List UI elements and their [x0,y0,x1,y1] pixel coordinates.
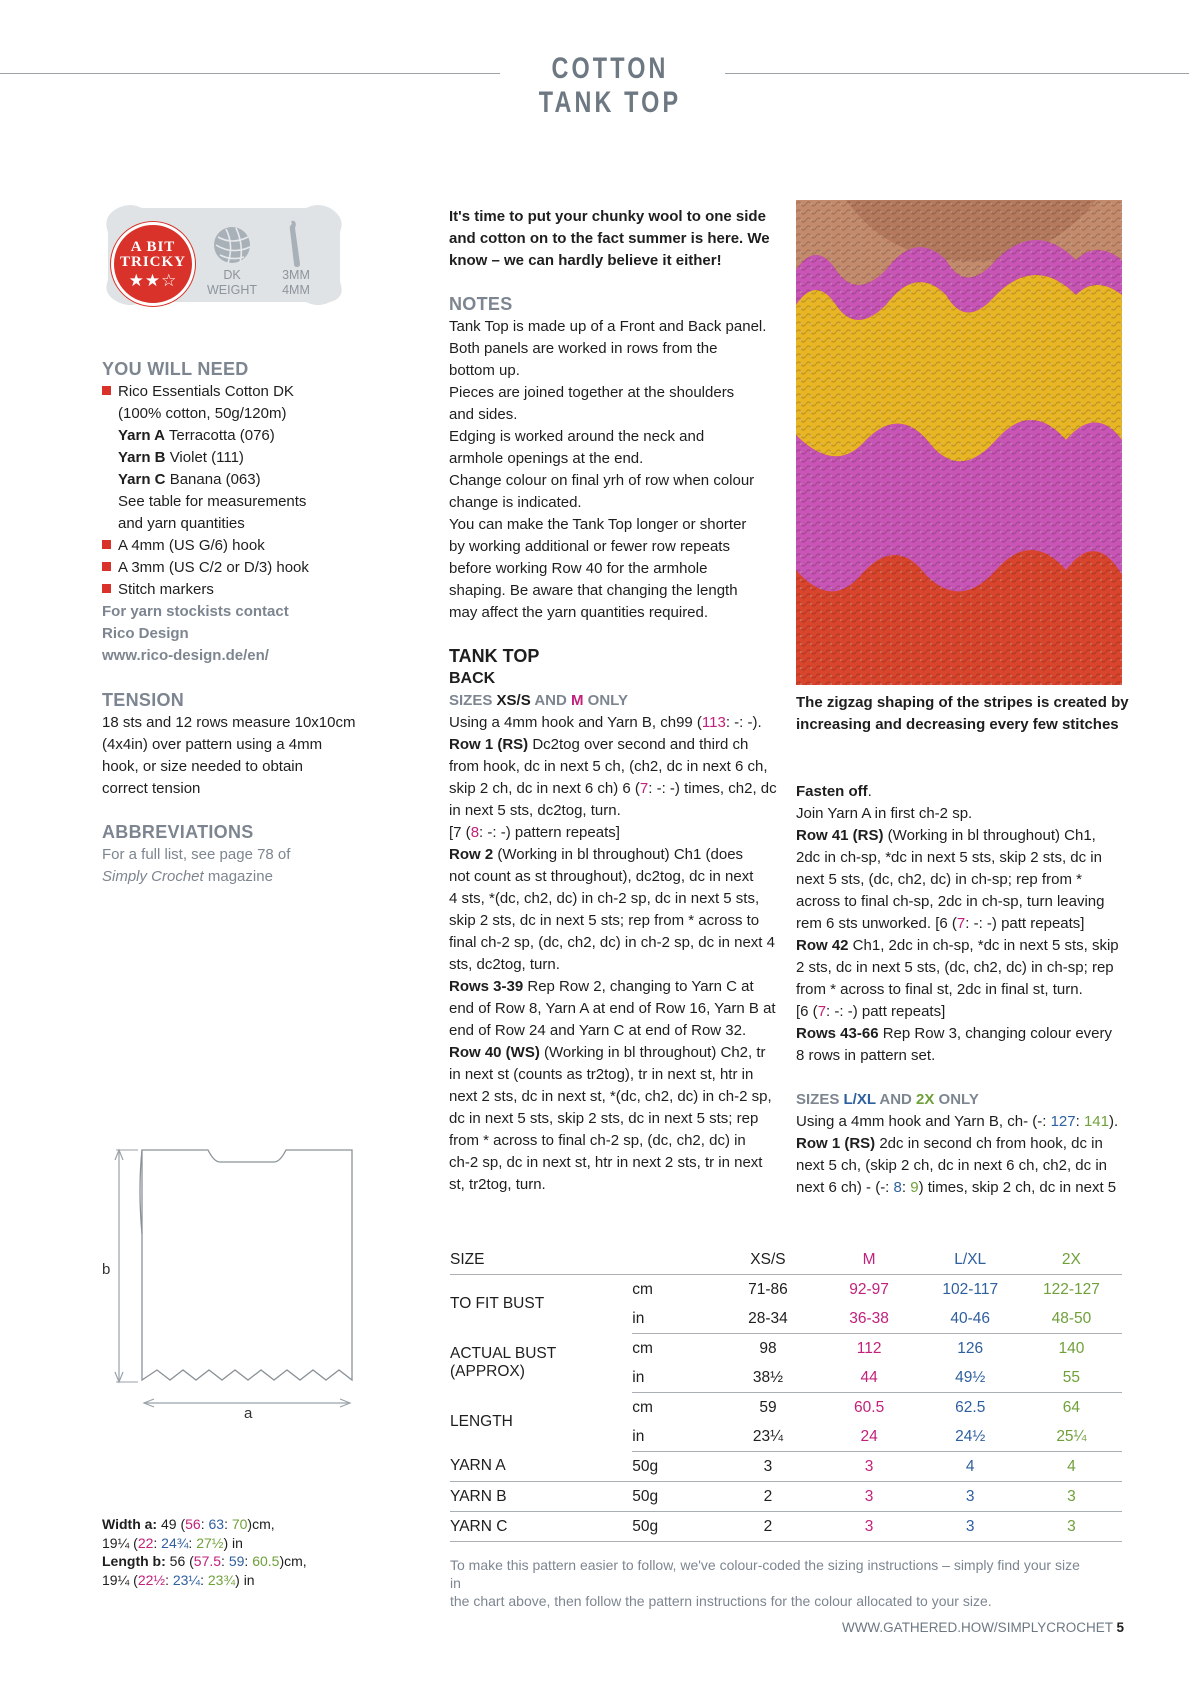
table-note-line: See table for measurements [118,493,307,510]
footnote-line: the chart above, then follow the pattern instructions for the colour allocated to your size. [450,1593,992,1609]
sizes-xs: XS/S [496,692,531,709]
length-xs: 56 [169,1553,186,1569]
row-label-bust: TO FIT BUST [450,1295,545,1313]
length-label: Length b: [102,1553,166,1569]
pattern-line: in next 5 sts, dc2tog, turn. [449,802,621,819]
header-rule-left [0,73,500,74]
width-cm-line: Width a: 49 (56: 63: 70)cm, [102,1516,275,1532]
text-run: (Working in bl throughout) Ch2, tr [539,1044,766,1061]
yarn-b-line [102,447,372,469]
caption-line: The zigzag shaping of the stripes is created by [796,694,1129,711]
length-in-l: 23¼ [172,1571,201,1588]
table-footnote [450,1556,1090,1610]
intro-paragraph [449,206,779,272]
unit-cell: cm [632,1398,653,1416]
table-cell: 2 [717,1482,818,1512]
unit-cell: in [632,1363,717,1393]
yarn-ball-icon [212,225,252,265]
text-run: skip 2 ch, dc in next 6 ch) 6 ( [449,780,640,797]
pattern-line: next 5 ch, (skip 2 ch, dc in next 6 ch, ch2, dc in [796,1157,1107,1174]
unit-cell: in [632,1304,717,1334]
pattern-line: 2dc in ch-sp, *dc in next 5 sts, skip 2 sts, dc in [796,849,1102,866]
row-label: Rows 3-39 [449,978,524,995]
row-label-yarn-a: YARN A [450,1452,632,1482]
list-item [102,535,372,557]
row-label: Row 2 [449,846,494,863]
table-cell: 112 [856,1339,882,1357]
table-cell: 102-117 [942,1280,999,1298]
table-cell: 38½ [717,1363,818,1393]
table-cell: 23¼ [717,1422,818,1452]
tension-heading: TENSION [102,690,185,710]
unit-cell: 50g [632,1482,717,1512]
footnote-line: To make this pattern easier to follow, we've colour-coded the sizing instructions – simply find your size in [450,1557,1080,1591]
abbreviations-section [102,820,372,888]
note-line: Pieces are joined together at the shoulders [449,384,735,401]
note-line: and sides. [449,406,518,423]
header-rule-right [725,73,1189,74]
yarn-c-value: Banana (063) [169,471,261,488]
abbreviations-heading: ABBREVIATIONS [102,822,254,842]
length-unit: cm, [284,1553,307,1569]
table-header-row [450,1245,1122,1275]
magazine-name: Simply Crochet [102,868,204,885]
product-photo [796,200,1122,685]
list-item-text: A 3mm (US C/2 or D/3) hook [118,559,309,576]
row-label: Rows 43-66 [796,1025,879,1042]
text-run: 2dc in second ch from hook, dc in [875,1135,1103,1152]
size-l-value: 127 [1050,1113,1076,1130]
pattern-line: sts, dc2tog, turn. [449,956,560,973]
page-title: COTTON TANK TOP [538,52,682,119]
pattern-line: not count as st throughout), dc2tog, dc in next [449,868,754,885]
size-m-value: 7 [817,1003,827,1020]
difficulty-rating-badge [111,222,195,306]
bullet-square-icon [102,386,111,395]
note-line: You can make the Tank Top longer or shorter [449,516,747,533]
text-run: : [1075,1113,1084,1130]
text-run: rem 6 sts unworked. [6 ( [796,915,957,932]
row-label: Row 1 (RS) [796,1135,876,1152]
bullet-square-icon [102,584,111,593]
garment-diagram [90,1140,370,1420]
pattern-line: dc in next 5 sts, skip 2 sts, dc in next 5 sts; rep [449,1110,759,1127]
table-cell: 62.5 [955,1398,986,1416]
yarn-a-line [102,425,372,447]
row-label-actual-bust [450,1334,632,1393]
width-in-xs: 19¼ [102,1534,130,1551]
fasten-off-line [796,781,1131,803]
length-l: 59 [228,1553,245,1569]
tension-line: correct tension [102,780,201,797]
table-cell: 3 [1021,1512,1122,1542]
row-label-line: ACTUAL BUST [450,1345,557,1362]
pattern-line [796,935,1131,957]
tension-line: hook, or size needed to obtain [102,758,303,775]
tension-line: (4x4in) over pattern using a 4mm [102,736,323,753]
table-cell: 48-50 [1021,1304,1122,1334]
text-run: Rep Row 2, changing to Yarn C at [523,978,754,995]
diagram-label-a: a [244,1405,253,1420]
intro-line: know – we can hardly believe it either! [449,252,722,269]
table-row [450,1452,1122,1482]
pattern-line: next 2 sts, dc in next st, *(dc, ch2, dc) in ch-2 sp, [449,1088,772,1105]
text-run: [7 ( [449,824,471,841]
pattern-line [449,822,784,844]
diagram-label-b: b [102,1261,111,1278]
yarn-b-value: Violet (111) [169,449,244,466]
text-run: ). [1108,1113,1119,1130]
page-footer [700,1620,1124,1635]
pattern-line [796,913,1131,935]
table-cell: 4 [920,1452,1021,1482]
text-run: : -: -) patt repeats] [965,915,1085,932]
table-header-size: SIZE [450,1245,632,1275]
garment-outline [140,1150,352,1380]
note-line: bottom up. [449,362,520,379]
table-cell: 3 [1021,1482,1122,1512]
pattern-line: from * across to final st, 2dc in final st, turn. [796,981,1083,998]
tension-line: 18 sts and 12 rows measure 10x10cm [102,714,356,731]
table-cell: 49½ [920,1363,1021,1393]
table-cell: 71-86 [748,1280,788,1298]
notes-section [449,292,784,624]
tank-top-heading: TANK TOP [449,646,540,666]
pattern-line: Join Yarn A in first ch-2 sp. [796,805,973,822]
list-item-text: Stitch markers [118,581,214,598]
row-label: Row 41 (RS) [796,827,884,844]
pattern-line: next 5 sts, (dc, ch2, dc) in ch-sp; rep from * [796,871,1082,888]
row-label-length: LENGTH [450,1413,513,1430]
star-rating-icon: ★★☆ [128,271,178,290]
pattern-line [449,844,784,866]
table-row [450,1393,1122,1423]
length-cm-line: Length b: 56 (57.5: 59: 60.5)cm, [102,1553,307,1569]
bullet-square-icon [102,540,111,549]
table-cell: 40-46 [920,1304,1021,1334]
text-run: Using a 4mm hook and Yarn B, ch- (-: [796,1113,1051,1130]
pattern-line: 8 rows in pattern set. [796,1047,936,1064]
length-in-line: 19¼ (22½: 23¼: 23¾) in [102,1571,255,1588]
table-row [450,1334,1122,1364]
text-run: : -: -). [725,714,762,731]
note-line: Edging is worked around the neck and [449,428,705,445]
sizes-l: L/XL [843,1091,876,1108]
note-line: armhole openings at the end. [449,450,644,467]
pattern-line: in next st (counts as tr2tog), tr in next st, htr in [449,1066,754,1083]
note-line: by working additional or fewer row repeats [449,538,730,555]
notes-heading: NOTES [449,294,513,314]
table-cell: 59 [759,1398,777,1416]
text-run: Ch1, 2dc in ch-sp, *dc in next 5 sts, skip [848,937,1119,954]
table-cell: 98 [759,1339,777,1357]
yarn-weight-line1: DK [223,268,241,282]
abbreviations-line: For a full list, see page 78 of [102,846,291,863]
pattern-line [449,778,784,800]
stockists-link[interactable]: www.rico-design.de/en/ [102,647,269,664]
note-line: Both panels are worked in rows from the [449,340,718,357]
list-item [102,381,372,403]
table-header-2x: 2X [1021,1245,1122,1275]
text-run: [6 ( [796,1003,818,1020]
width-label: Width a: [102,1516,158,1532]
table-row [450,1275,1122,1305]
text-run: next 6 ch) - (-: [796,1179,894,1196]
length-in-unit: in [243,1571,255,1588]
table-cell: 25¼ [1021,1422,1122,1452]
bullet-square-icon [102,562,111,571]
pattern-line [449,1042,784,1064]
size-m-value: 113 [701,714,726,731]
pattern-line: from hook, dc in next 5 ch, (ch2, dc in next 6 ch, [449,758,768,775]
size-l-value: 8 [893,1179,902,1196]
size-table [450,1245,1122,1542]
table-cell: 3 [819,1512,920,1542]
abbreviations-line2 [102,866,372,888]
unit-cell: cm [632,1280,653,1298]
row-label: Row 40 (WS) [449,1044,540,1061]
yarn-a-value: Terracotta (076) [168,427,275,444]
table-row [450,1482,1122,1512]
text-run: (Working in bl throughout) Ch1, [883,827,1096,844]
info-badge [100,200,348,308]
width-xs: 49 [160,1516,177,1532]
yarn-weight-label [202,268,262,298]
row-label-yarn-b: YARN B [450,1482,632,1512]
table-header-l: L/XL [920,1245,1021,1275]
table-cell: 28-34 [717,1304,818,1334]
sizes-m: M [570,692,584,709]
list-item [102,579,372,601]
yarn-a-label: Yarn A [118,427,165,444]
table-cell: 55 [1021,1363,1122,1393]
note-line: before working Row 40 for the armhole [449,560,708,577]
length-in-2x: 23¾ [207,1571,236,1588]
text-run: : -: -) patt repeats] [826,1003,946,1020]
text-run: . [867,783,872,800]
pattern-line [796,1177,1131,1199]
pattern-line: 2 sts, dc in next 5 sts, (dc, ch2, dc) in ch-sp; rep [796,959,1114,976]
you-will-need-heading: YOU WILL NEED [102,359,249,379]
row-label-line: (APPROX) [450,1363,525,1380]
unit-cell: 50g [632,1452,717,1482]
yarn-weight-line2: WEIGHT [207,283,257,297]
row-label: Row 1 (RS) [449,736,529,753]
tank-top-section [449,644,784,1196]
note-line: Change colour on final yrh of row when colour [449,472,755,489]
sizes-heading-l-2x [796,1089,1131,1111]
pattern-line: ch-2 sp, dc in next st, htr in next 2 sts, tr in next [449,1154,763,1171]
pattern-line [796,825,1131,847]
text-run: ) times, skip 2 ch, dc in next 5 [918,1179,1117,1196]
pattern-line: skip 2 sts, dc in next 5 sts; rep from * across to [449,912,760,929]
difficulty-text: A BIT TRICKY [119,239,186,270]
stockists-line: For yarn stockists contact [102,603,289,620]
table-cell: 3 [717,1452,818,1482]
spacer [796,1067,1131,1089]
table-cell: 3 [920,1482,1021,1512]
note-line: may affect the yarn quantities required. [449,604,709,621]
yarn-c-line [102,469,372,491]
tension-section [102,688,372,800]
text-run: Rep Row 3, changing colour every [878,1025,1113,1042]
unit-cell: 50g [632,1512,717,1542]
width-in-m: 22 [137,1534,154,1551]
intro-line: and cotton on to the fact summer is here. We [449,230,770,247]
stockists-line: Rico Design [102,625,189,642]
abbreviations-line2-rest: magazine [203,868,273,885]
width-unit: cm, [252,1516,275,1532]
note-line: change is indicated. [449,494,582,511]
intro-line: It's time to put your chunky wool to one side [449,208,766,225]
sizes-only: ONLY [583,692,628,709]
table-cell: 44 [819,1363,920,1393]
table-header-m: M [819,1245,920,1275]
length-arrow [115,1150,138,1382]
pattern-line [796,1111,1131,1133]
pattern-line: final ch-2 sp, (dc, ch2, dc) in ch-2 sp, dc in next 4 [449,934,775,951]
photo-caption [796,692,1131,736]
size-m-value: 8 [470,824,480,841]
size-m-value: 7 [956,915,966,932]
size-2x-value: 141 [1083,1113,1109,1130]
sizes-prefix: SIZES [796,1091,844,1108]
table-cell: 24½ [920,1422,1021,1452]
hook-size-label [266,268,326,298]
list-item-text: A 4mm (US G/6) hook [118,537,265,554]
table-note-line: and yarn quantities [118,515,245,532]
table-cell: 64 [1062,1398,1081,1416]
note-line: Tank Top is made up of a Front and Back panel. [449,318,767,335]
pattern-line [449,734,784,756]
table-cell: 140 [1058,1339,1085,1357]
pattern-line [449,712,784,734]
row-label-yarn-c: YARN C [450,1512,632,1542]
text-run: Dc2tog over second and third ch [528,736,749,753]
unit-cell: cm [632,1339,653,1357]
text-run: (Working in bl throughout) Ch1 (does [493,846,744,863]
table-cell: 3 [819,1482,920,1512]
table-header-xs: XS/S [717,1245,818,1275]
size-m-value: 7 [639,780,649,797]
footer-url[interactable]: WWW.GATHERED.HOW/SIMPLYCROCHET [841,1620,1113,1635]
table-cell: 36-38 [819,1304,920,1334]
width-in-line: 19¼ (22: 24¾: 27½) in [102,1534,243,1551]
width-in-unit: in [232,1534,243,1551]
pattern-line: 4 sts, *(dc, ch2, dc) in ch-2 sp, dc in next 5 sts, [449,890,760,907]
width-l: 63 [208,1516,225,1532]
back-heading: BACK [449,670,496,687]
width-2x: 70 [231,1516,248,1532]
length-m: 57.5 [193,1553,222,1569]
table-header-unit [632,1245,717,1275]
note-line: shaping. Be aware that changing the length [449,582,738,599]
pattern-line: across to final ch-sp, 2dc in ch-sp, turn leaving [796,893,1105,910]
pattern-line [796,1001,1131,1023]
table-cell: 24 [819,1422,920,1452]
page-number: 5 [1116,1620,1124,1635]
notes-list [449,316,784,624]
table-cell: 122-127 [1042,1280,1100,1298]
text-run: : -: -) pattern repeats] [479,824,620,841]
list-item [102,557,372,579]
table-cell: 4 [1021,1452,1122,1482]
length-2x: 60.5 [252,1553,280,1569]
pattern-line: end of Row 8, Yarn A at end of Row 16, Yarn B at [449,1000,776,1017]
fasten-off: Fasten off [796,783,868,800]
table-cell: 60.5 [854,1398,885,1416]
text-run: Using a 4mm hook and Yarn B, ch99 ( [449,714,702,731]
table-row [450,1512,1122,1542]
unit-cell: in [632,1422,717,1452]
measurements-block [102,1515,402,1589]
table-cell: 92-97 [849,1280,889,1298]
right-pattern-section [796,781,1131,1199]
pattern-line [796,1133,1131,1155]
you-will-need-section [102,357,372,667]
text-run: : [901,1179,911,1196]
table-cell: 2 [717,1512,818,1542]
hook-size-line2: 4MM [282,283,310,297]
pattern-line: st, tr2tog, turn. [449,1176,546,1193]
table-cell: 3 [819,1452,920,1482]
yarn-b-label: Yarn B [118,449,166,466]
sizes-only: ONLY [934,1091,979,1108]
sizes-and: AND [875,1091,917,1108]
pattern-line [449,976,784,998]
pattern-line [796,1023,1131,1045]
hook-size-line1: 3MM [282,268,310,282]
row-label: Row 42 [796,937,849,954]
text-run: : -: -) times, ch2, dc [648,780,777,797]
pattern-line: end of Row 24 and Yarn C at end of Row 32. [449,1022,747,1039]
table-cell: 126 [957,1339,984,1357]
size-2x-value: 9 [910,1179,919,1196]
caption-line: increasing and decreasing every few stitches [796,716,1119,733]
width-in-l: 24¾ [161,1534,189,1551]
length-in-xs: 19¼ [102,1571,130,1588]
list-item-detail: (100% cotton, 50g/120m) [118,405,287,422]
sizes-heading-xs-m [449,690,784,712]
pattern-line: from * across to final ch-2 sp, (dc, ch2, dc) in [449,1132,746,1149]
yarn-c-label: Yarn C [118,471,166,488]
length-in-m: 22½ [137,1571,166,1588]
width-in-2x: 27½ [196,1534,224,1551]
sizes-and: AND [530,692,571,709]
sizes-prefix: SIZES [449,692,497,709]
width-m: 56 [185,1516,201,1532]
sizes-2x: 2X [916,1091,935,1108]
list-item-text: Rico Essentials Cotton DK [118,383,294,400]
crochet-hook-icon [286,220,308,268]
table-cell: 3 [920,1512,1021,1542]
